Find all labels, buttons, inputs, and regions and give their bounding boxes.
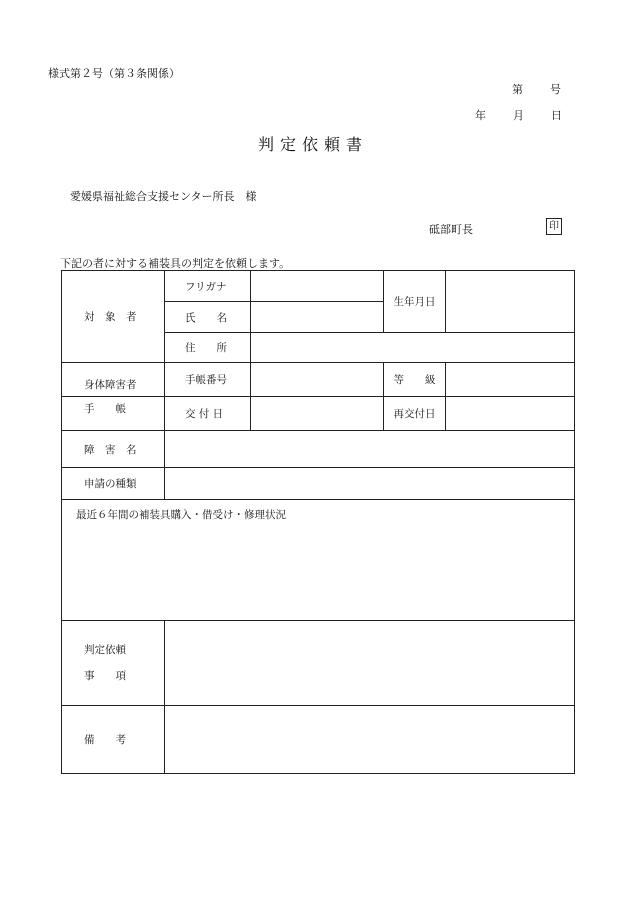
disability-field[interactable]: [165, 431, 575, 468]
subject-label: 対 象 者: [62, 271, 165, 363]
request-label-1: 判定依頼: [84, 644, 126, 656]
name-field[interactable]: [251, 302, 384, 333]
addressee: 愛媛県福祉総合支援センター所長 様: [70, 190, 257, 203]
furigana-label: フリガナ: [165, 271, 251, 302]
grade-field[interactable]: [446, 363, 575, 397]
document-title: 判定依頼書: [258, 135, 369, 154]
handbook-no-label: 手帳番号: [165, 363, 251, 397]
sender: 砥部町長: [429, 223, 473, 236]
disability-label: 障 害 名: [62, 431, 165, 468]
furigana-field[interactable]: [251, 271, 384, 302]
remarks-label: 備 考: [62, 706, 165, 774]
date-month: 月: [513, 109, 524, 122]
reissue-date-label: 再交付日: [384, 397, 446, 431]
request-label: [62, 621, 165, 706]
date-day: 日: [551, 109, 562, 122]
seal-mark: 印: [546, 218, 562, 235]
date-line: [475, 107, 562, 123]
birthdate-field[interactable]: [446, 271, 575, 333]
document-number: [512, 81, 561, 97]
request-label-2: 事 項: [84, 670, 126, 682]
request-form-table: [61, 270, 575, 774]
application-type-field[interactable]: [165, 468, 575, 500]
request-field[interactable]: [165, 621, 575, 706]
birthdate-label: 生年月日: [384, 271, 446, 333]
issue-date-field[interactable]: [251, 397, 384, 431]
history-field[interactable]: [62, 500, 575, 621]
handbook-label-2: 手 帳: [62, 397, 165, 431]
handbook-label-1: 身体障害者: [62, 363, 165, 397]
form-number: 様式第２号（第３条関係）: [48, 67, 180, 80]
remarks-field[interactable]: [165, 706, 575, 774]
intro-text: 下記の者に対する補装具の判定を依頼します。: [60, 257, 291, 270]
address-label: 住 所: [165, 333, 251, 363]
document-number-dai: 第: [512, 83, 523, 96]
name-label: 氏 名: [165, 302, 251, 333]
issue-date-label: 交 付 日: [165, 397, 251, 431]
history-label: 最近６年間の補装具購入・借受け・修理状況: [76, 509, 286, 521]
reissue-date-field[interactable]: [446, 397, 575, 431]
application-type-label: 申請の種類: [62, 468, 165, 500]
address-field[interactable]: [251, 333, 575, 363]
grade-label: 等 級: [384, 363, 446, 397]
handbook-no-field[interactable]: [251, 363, 384, 397]
document-number-go: 号: [550, 83, 561, 96]
date-year: 年: [475, 109, 486, 122]
